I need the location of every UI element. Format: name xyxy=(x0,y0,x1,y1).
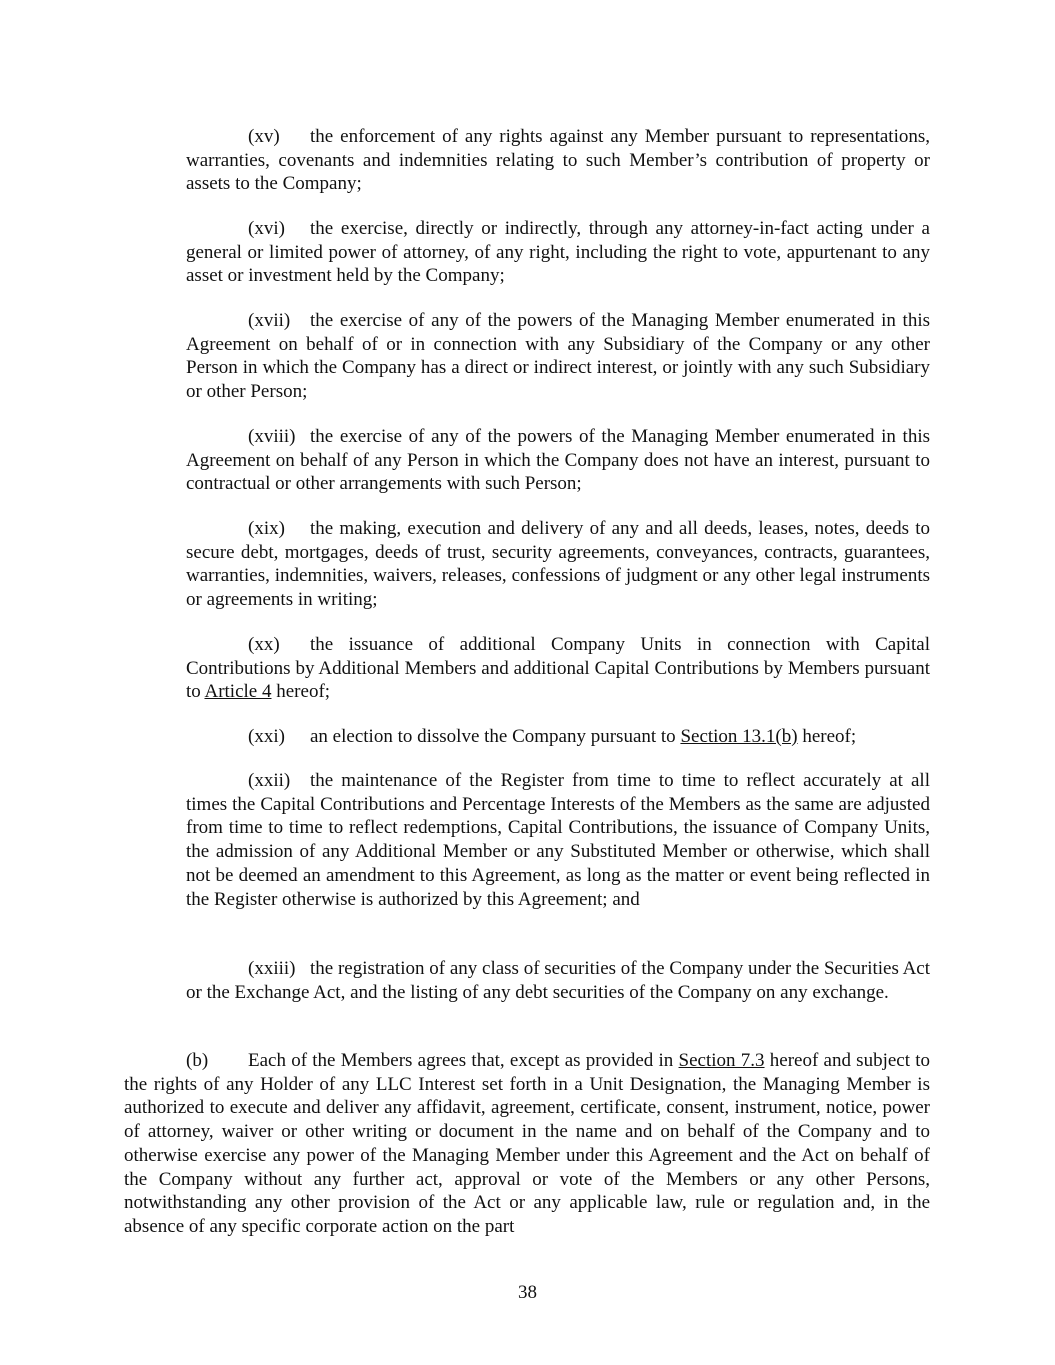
clause-xv xyxy=(186,125,930,196)
clause-number: (xvii) xyxy=(248,310,291,331)
clause-number: (xviii) xyxy=(248,426,296,447)
clause-text: the registration of any class of securities of the Company under the Securities Act or the Exchange Act, and the listing of any debt securities of the Company on any exchange. xyxy=(186,958,930,1003)
clause-text-tail: hereof; xyxy=(271,681,331,703)
clause-text: the maintenance of the Register from time to time to reflect accurately at all times the Capital Contributions and Percentage Interests of the Members as the same are adjusted from time to time to reflect redemptions, Capital Contributions, the issuance of Company Units, the admission of any Additional Member or any Substituted Member or otherwise, which shall not be deemed an amendment to this Agreement, as long as the matter or event being reflected in the Register otherwise is authorized by this Agreement; and xyxy=(186,770,930,910)
clause-number: (b) xyxy=(186,1050,209,1071)
article-4-link[interactable]: Article 4 xyxy=(204,681,272,703)
clause-text-tail: hereof; xyxy=(797,726,857,747)
clause-text: the exercise of any of the powers of the Managing Member enumerated in this Agreement on behalf of or in connection with any Subsidiary of the Company or any other Person in which the Company has a direct or indirect interest, or jointly with any such Subsidiary or other Person; xyxy=(186,310,930,403)
clause-xx xyxy=(186,633,930,704)
page-number: 38 xyxy=(518,1282,537,1303)
clause-text: the issuance of additional Company Units in connection with Capital Contributions by Additional Members and additional Capital Contributions by Members pursuant to xyxy=(186,634,930,703)
clause-text: the exercise, directly or indirectly, through any attorney-in-fact acting under a general or limited power of attorney, of any right, including the right to vote, appurtenant to any asset or investment held by the Company; xyxy=(186,218,930,287)
clause-number: (xxii) xyxy=(248,770,291,791)
clause-number: (xvi) xyxy=(248,218,285,239)
clause-number: (xxiii) xyxy=(248,958,296,979)
clause-text: Each of the Members agrees that, except as provided in xyxy=(248,1050,679,1071)
clause-text: the exercise of any of the powers of the Managing Member enumerated in this Agreement on behalf of any Person in which the Company does not have an interest, pursuant to contractual or other arrangements with such Person; xyxy=(186,426,930,495)
clause-xvi xyxy=(186,217,930,288)
clause-text-tail: hereof and subject to the rights of any Holder of any LLC Interest set forth in a Unit Designation, the Managing Member is authorized to execute and deliver any affidavit, agreement, certificate, consent, instrument, notice, power of attorney, waiver or other writing or document in the name and on behalf of the Company and to otherwise exercise any power of the Managing Member under this Agreement and the Act on behalf of the Company without any further act, approval or vote of the Members or any other Persons, notwithstanding any other provision of the Act or any applicable law, rule or regulation and, in the absence of any specific corporate action on the part xyxy=(124,1050,930,1237)
clause-number: (xix) xyxy=(248,518,285,539)
clause-xvii xyxy=(186,309,930,404)
clause-text: the making, execution and delivery of any and all deeds, leases, notes, deeds to secure debt, mortgages, deeds of trust, security agreements, conveyances, contracts, guarantees, warranties, indemnities, waivers, releases, confessions of judgment or any other legal instruments or agreements in writing; xyxy=(186,518,930,611)
clause-xviii xyxy=(186,425,930,496)
clause-text: an election to dissolve the Company pursuant to xyxy=(310,726,681,747)
clause-number: (xv) xyxy=(248,126,280,147)
section-7-3-link[interactable]: Section 7.3 xyxy=(678,1050,765,1071)
section-13-1-b-link[interactable]: Section 13.1(b) xyxy=(680,726,798,747)
clause-xxii xyxy=(186,769,930,911)
clause-number: (xxi) xyxy=(248,726,285,747)
clause-b xyxy=(124,1049,930,1239)
clause-xxiii xyxy=(186,957,930,1004)
clause-text: the enforcement of any rights against any Member pursuant to representations, warranties, covenants and indemnities relating to such Member’s contribution of property or assets to the Company; xyxy=(186,126,930,195)
clause-number: (xx) xyxy=(248,634,280,655)
clause-xxi xyxy=(186,725,930,749)
clause-xix xyxy=(186,517,930,612)
